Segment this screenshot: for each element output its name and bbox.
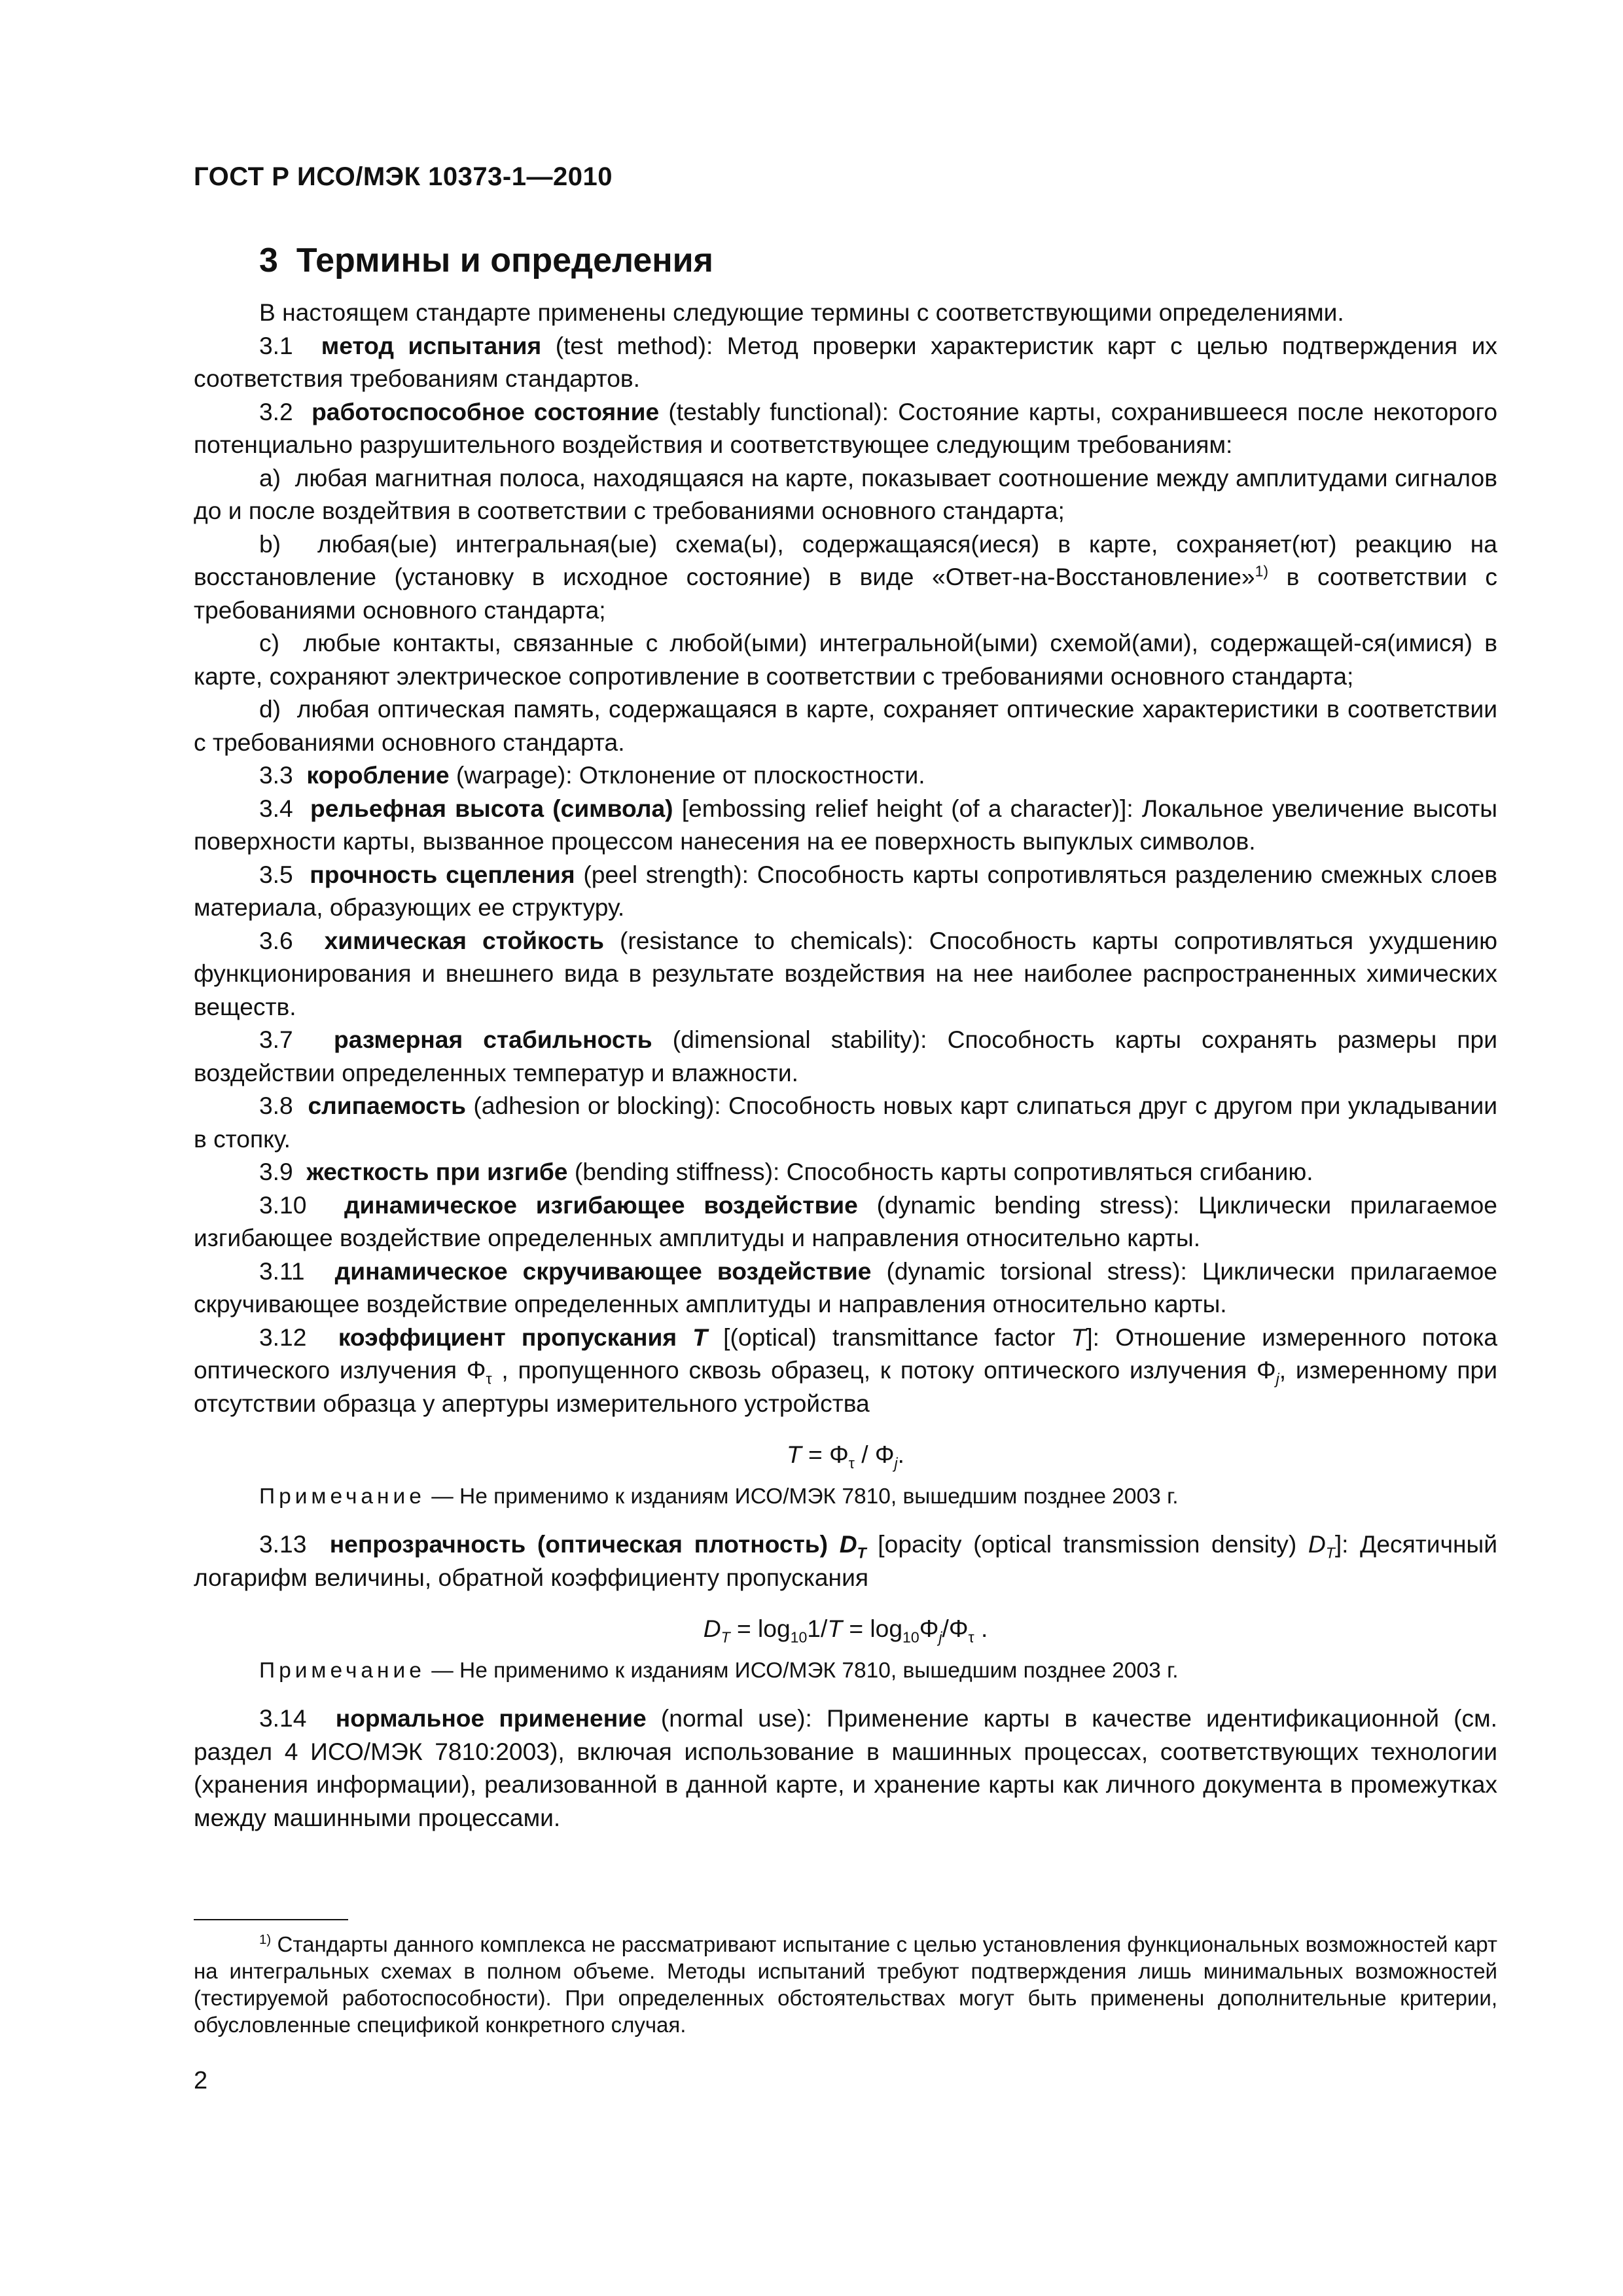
term-number: 3.13 (259, 1530, 307, 1558)
term-definition: (warpage): Отклонение от плоскостности. (449, 761, 925, 789)
list-label: d) (259, 695, 281, 723)
footnote-ref: 1) (1255, 562, 1269, 580)
term-3-9 (194, 1155, 1497, 1189)
term-definition: [embossing relief height (of a character)]: Локальное увеличение высоты поверхности карты, вызванное процессом нанесения на ее поверхность выпуклых символов. (194, 794, 1497, 855)
term-definition: (test method): Метод проверки характеристик карт с целью подтверждения их соответствия требованиям стандартов. (194, 331, 1498, 392)
term-name: размерная стабильность (333, 1026, 652, 1053)
symbol: T (1071, 1323, 1086, 1351)
term-3-1 (194, 329, 1497, 395)
footnote-separator (194, 1919, 348, 1920)
term-definition: (testably functional): Состояние карты, сохранившееся после некоторого потенциально разрушительного воздействия и соответствующее следующим требованиям: (194, 397, 1498, 458)
term-name: динамическое изгибающее воздействие (344, 1191, 858, 1219)
list-item-c (194, 626, 1497, 692)
subscript: j (1275, 1370, 1279, 1388)
section-title (259, 241, 713, 280)
term-3-11 (194, 1255, 1497, 1321)
term-name: коробление (306, 761, 450, 789)
note-label: Примечание (259, 1658, 425, 1683)
term-3-4 (194, 792, 1497, 858)
term-definition: (peel strength): Способность карты сопротивляться разделению смежных слоев материала, образующих ее структуру. (194, 860, 1497, 921)
term-definition: (resistance to chemicals): Способность карты сопротивляться ухудшению функционирования и внешнего вида в результате воздействия на нее наиболее распространенных химических веществ. (194, 926, 1497, 1020)
section-title-text: Термины и определения (296, 242, 713, 279)
term-number: 3.2 (259, 397, 293, 425)
term-name: работоспособное состояние (312, 397, 660, 425)
body-text (194, 296, 1497, 1834)
term-number: 3.6 (259, 926, 293, 954)
term-definition: (dynamic torsional stress): Циклически прилагаемое скручивающее воздействие определенных амплитуды и направления относительно карты. (194, 1257, 1497, 1318)
term-definition: (normal use): Применение карты в качестве идентификационной (см. раздел 4 ИСО/МЭК 7810:2003), включая использование в машинных процессах, соответствующих технологии (хранения информации), реализованной в данной карте, и хранение карты как личного документа в промежутках между машинными процессами. (194, 1704, 1498, 1831)
term-number: 3.11 (259, 1257, 305, 1285)
term-3-10 (194, 1189, 1497, 1255)
list-text: любая(ые) интегральная(ые) схема(ы), содержащаяся(иеся) в карте, сохраняет(ют) реакцию на восстановление (установку в исходное состояние) в виде «Ответ-на-Восстановление» (194, 529, 1497, 590)
footnote-mark: 1) (259, 1932, 272, 1947)
list-text: любая оптическая память, содержащаяся в карте, сохраняет оптические характеристики в соответствии с требованиями основного стандарта. (194, 695, 1497, 756)
note-2 (194, 1655, 1497, 1688)
term-3-2 (194, 395, 1497, 461)
term-3-13: 3.13 непрозрачность (оптическая плотность) $D_T$ [opacity (optical transmission density) $D_T$]: Десятичный логарифм величины, обратной коэффициенту пропускания (194, 1530, 1497, 1591)
term-number: 3.4 (259, 794, 293, 822)
term-3-14 (194, 1702, 1497, 1834)
term-name: динамическое скручивающее воздействие (334, 1257, 872, 1285)
term-number: 3.5 (259, 860, 293, 888)
list-text: любые контакты, связанные с любой(ыми) интегральной(ыми) схемой(ами), содержащей-ся(имися) в карте, сохраняют электрическое сопротивление в соответствии с требованиями основного стандарта; (194, 629, 1497, 690)
note-1 (194, 1480, 1497, 1514)
term-number: 3.12 (259, 1323, 307, 1351)
list-label: c) (259, 629, 279, 656)
term-3-5 (194, 858, 1497, 924)
list-item-b (194, 528, 1497, 627)
term-3-12 (194, 1321, 1497, 1420)
term-number: 3.1 (259, 331, 293, 359)
term-name: рельефная высота (символа) (310, 794, 673, 822)
symbol: D (1308, 1530, 1326, 1558)
term-name: прочность сцепления (310, 860, 575, 888)
term-number: 3.3 (259, 761, 293, 789)
list-item-a (194, 461, 1497, 528)
note-text: — Не применимо к изданиям ИСО/МЭК 7810, вышедшим позднее 2003 г. (425, 1658, 1179, 1683)
note-label: Примечание (259, 1484, 425, 1509)
term-3-7 (194, 1023, 1497, 1089)
term-definition: (dimensional stability): Способность карты сохранять размеры при воздействии определенных температур и влажности. (194, 1026, 1497, 1086)
term-3-3 (194, 759, 1497, 792)
note-text: — Не применимо к изданиям ИСО/МЭК 7810, вышедшим позднее 2003 г. (425, 1484, 1179, 1509)
footnote-text: Стандарты данного комплекса не рассматривают испытание с целью установления функциональных возможностей карт на интегральных схемах в полном объеме. Методы испытаний требуют подтверждения лишь минимальных возможностей (тестируемой работоспособности). При определенных обстоятельствах могут быть применены дополнительные критерии, обусловленные спецификой конкретного случая. (194, 1932, 1497, 2037)
list-text-cont: в соответствии с требованиями основного стандарта; (194, 563, 1497, 624)
term-definition: (adhesion or blocking): Способность новых карт слипаться друг с другом при укладывании в стопку. (194, 1092, 1497, 1153)
list-label: b) (259, 529, 281, 558)
formula-transmittance: $T = \Phi_\tau / \Phi_j$. (786, 1441, 905, 1472)
term-name: коэффициент пропускания T (338, 1323, 707, 1351)
term-definition: ]: Отношение измеренного потока оптического излучения Φ (194, 1323, 1497, 1384)
term-number: 3.10 (259, 1191, 307, 1219)
term-definition: [opacity (optical transmission density) (866, 1530, 1308, 1558)
term-number: 3.8 (259, 1092, 293, 1119)
term-3-6 (194, 924, 1497, 1024)
term-name: слипаемость (308, 1092, 466, 1119)
term-number: 3.14 (259, 1704, 307, 1732)
term-number: 3.9 (259, 1158, 293, 1185)
list-text: любая магнитная полоса, находящаяся на карте, показывает соотношение между амплитудами сигналов до и после воздейтвия в соответствии с требованиями основного стандарта; (194, 463, 1497, 524)
section-number: 3 (259, 242, 278, 279)
footnote (194, 1931, 1497, 2038)
page-number: 2 (194, 2067, 208, 2094)
term-definition: ]: Десятичный логарифм величины, обратной коэффициенту пропускания (194, 1530, 1497, 1591)
term-name: нормальное применение (335, 1704, 647, 1732)
term-name: непрозрачность (оптическая плотность) $D_T$ (329, 1530, 866, 1562)
term-name: метод испытания (321, 331, 542, 359)
intro-paragraph: В настоящем стандарте применены следующие термины с соответствующими определениями. (259, 298, 1344, 326)
list-label: a) (259, 463, 281, 492)
term-definition: , измеренному при отсутствии образца у апертуры измерительного устройства (194, 1356, 1498, 1417)
term-name: химическая стойкость (324, 926, 605, 954)
list-item-d (194, 692, 1497, 759)
term-symbol: T (692, 1323, 707, 1351)
term-3-8 (194, 1089, 1497, 1155)
subscript: τ (486, 1370, 492, 1388)
term-definition: , пропущенного сквозь образец, к потоку оптического излучения Φ (491, 1356, 1276, 1384)
term-definition: [(optical) transmittance factor (707, 1323, 1071, 1351)
term-definition: (bending stiffness): Способность карты сопротивляться сгибанию. (567, 1158, 1313, 1185)
term-name: жесткость при изгибе (306, 1158, 568, 1185)
formula-density: $D_T = \log_{10}1/T = \log_{10}\Phi_j/\Phi_\tau$ . (703, 1615, 988, 1646)
term-definition: (dynamic bending stress): Циклически прилагаемое изгибающее воздействие определенных амплитуды и направления относительно карты. (194, 1191, 1497, 1251)
document-header: ГОСТ Р ИСО/МЭК 10373-1—2010 (194, 162, 613, 191)
term-number: 3.7 (259, 1026, 293, 1053)
